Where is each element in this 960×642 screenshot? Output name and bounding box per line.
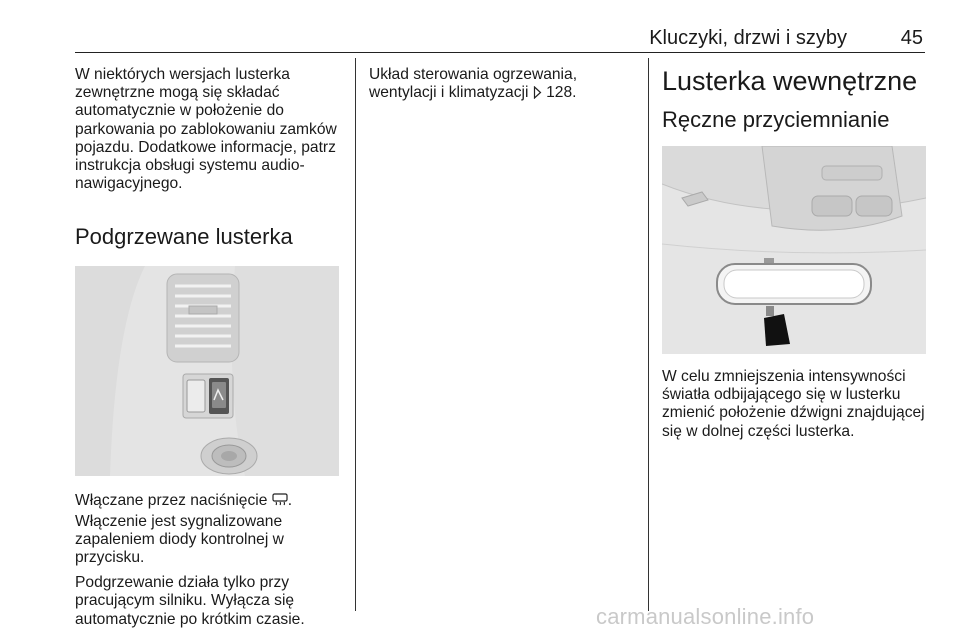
- activation-text-start: Włączane przez naciśnięcie: [75, 492, 272, 510]
- watermark: carmanualsonline.info: [596, 604, 815, 629]
- climate-reference-text: Układ sterowania ogrzewania, wentylacji i klimatyzacji: [369, 66, 578, 102]
- manual-dimming-subheading: Ręczne przyciemnianie: [662, 107, 890, 132]
- heated-mirror-switch-illustration: [75, 266, 339, 476]
- page-number: 45: [900, 27, 923, 49]
- heated-mirror-operation-text: Podgrzewanie działa tylko przy pracującym silniku. Wyłącza się automatycznie po krótkim czasie.: [75, 574, 305, 628]
- interior-mirrors-heading: Lusterka wewnętrzne: [662, 66, 918, 96]
- column-divider-2: [648, 58, 649, 611]
- heated-mirror-icon: [272, 493, 288, 512]
- heated-mirror-activation-text: [75, 492, 345, 567]
- interior-mirror-illustration: [662, 146, 926, 354]
- heated-mirrors-heading: Podgrzewane lusterka: [75, 224, 293, 250]
- column-middle: [369, 66, 639, 104]
- column-divider-1: [355, 58, 356, 611]
- intro-paragraph: W niektórych wersjach lusterka zewnętrzne mogą się składać automatycznie w położenie do parkowania po zablokowaniu zamków pojazdu. Dodatkowe informacje, patrz instrukcja obsługi systemu audio-nawigacyjnego.: [75, 66, 337, 193]
- column-right: [662, 66, 930, 441]
- page-header: [75, 26, 925, 53]
- page-ref-arrow-icon: [533, 86, 542, 104]
- climate-control-reference: [369, 66, 639, 104]
- rearview-mirror-drawing: [662, 146, 926, 354]
- section-title: Kluczyki, drzwi i szyby: [649, 27, 847, 49]
- column-left: [75, 66, 345, 629]
- dashboard-switch-drawing: [75, 266, 339, 476]
- dimming-instructions-text: W celu zmniejszenia intensywności światła odbijającego się w lusterku zmienić położenie dźwigni znajdującej się w dolnej części lusterka.: [662, 368, 925, 440]
- activation-text-end: . Włączenie jest sygnalizowane zapaleniem diody kontrolnej w przycisku.: [75, 492, 293, 567]
- page-reference-link[interactable]: 128.: [546, 84, 577, 102]
